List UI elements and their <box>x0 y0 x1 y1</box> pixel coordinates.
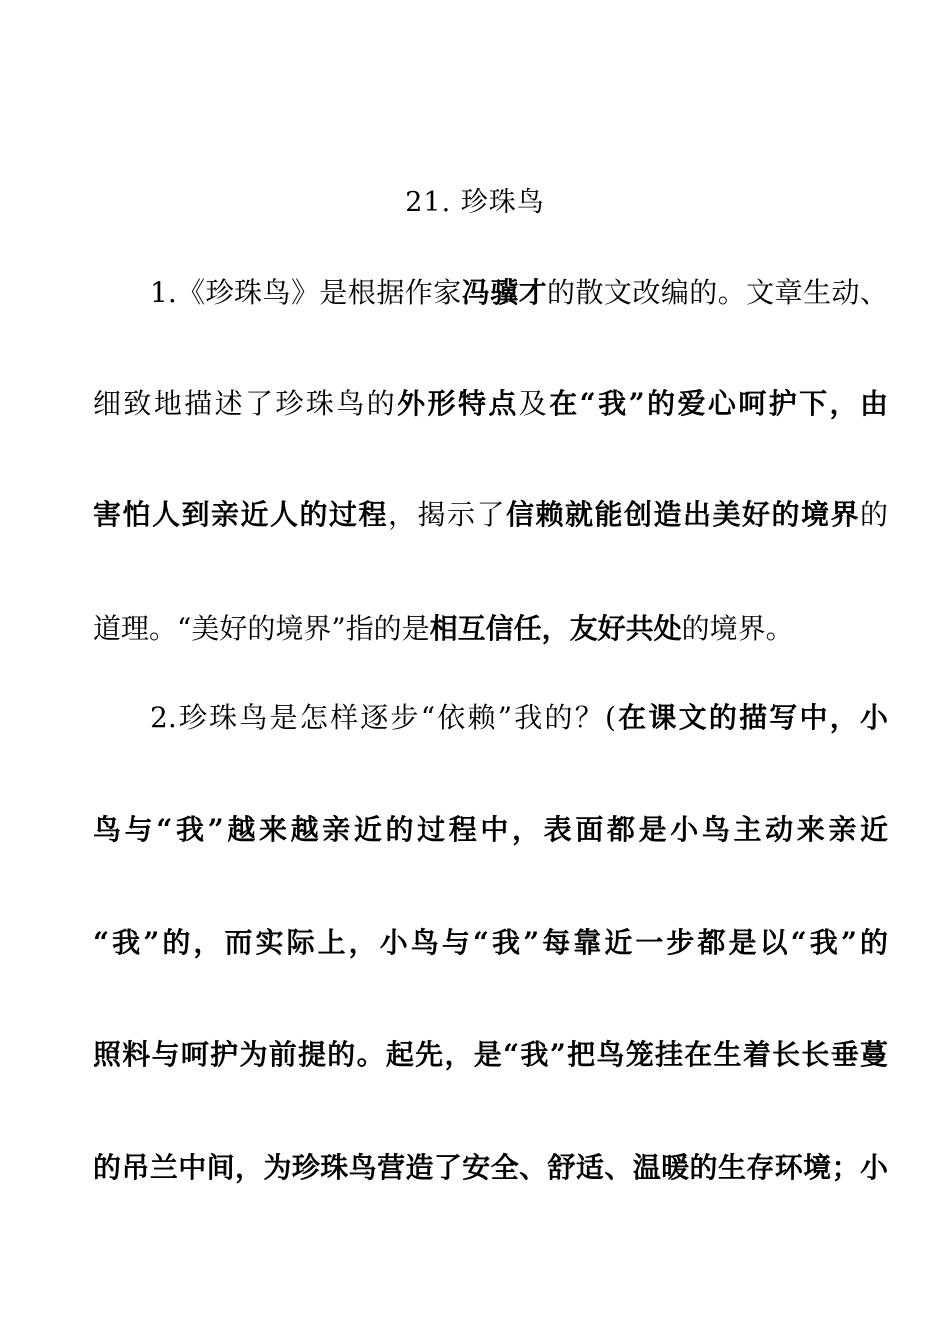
answer-text: 在课文的描写中，小 <box>615 701 888 734</box>
paragraph-2-line-1 <box>150 698 888 738</box>
bold-phrase: 在“我”的爱心呵护下，由 <box>549 387 888 420</box>
text-run: 的散文改编的。文章生动、 <box>547 276 888 309</box>
paragraph-2-line-5: 的吊兰中间，为珍珠鸟营造了安全、舒适、温暖的生存环境；小 <box>93 1151 888 1184</box>
paragraph-2-line-4: 照料与呵护为前提的。起先，是“我”把鸟笼挂在生着长长垂蔓 <box>93 1038 888 1071</box>
text-run: 细致地描述了珍珠鸟的 <box>93 387 398 420</box>
text-run: 的 <box>859 498 888 531</box>
text-run: 道理。“美好的境界”指的是 <box>93 612 430 645</box>
bold-phrase: 害怕人到亲近人的过程 <box>93 498 388 531</box>
paragraph-1-line-1 <box>150 273 888 313</box>
text-run: 的境界。 <box>681 612 794 645</box>
paragraph-2-line-3: “我”的，而实际上，小鸟与“我”每靠近一步都是以“我”的 <box>93 926 888 959</box>
document-title: 21. 珍珠鸟 <box>405 187 545 218</box>
text-run: ，揭示了 <box>387 498 506 531</box>
paragraph-1-line-3 <box>93 495 888 535</box>
text-run: 1.《珍珠鸟》是根据作家 <box>150 276 462 309</box>
paragraph-1-line-4 <box>93 609 888 649</box>
paragraph-1-line-2 <box>93 384 888 424</box>
bold-phrase: 信赖就能创造出美好的境界 <box>505 498 860 531</box>
author-name: 冯骥才 <box>461 276 548 309</box>
text-run: 及 <box>518 387 550 420</box>
bold-phrase: 外形特点 <box>397 387 519 420</box>
paragraph-2-line-2: 鸟与“我”越来越亲近的过程中，表面都是小鸟主动来亲近 <box>93 813 888 846</box>
bold-phrase: 相互信任，友好共处 <box>429 612 682 645</box>
question-text: 2.珍珠鸟是怎样逐步“依赖”我的？( <box>150 701 616 734</box>
